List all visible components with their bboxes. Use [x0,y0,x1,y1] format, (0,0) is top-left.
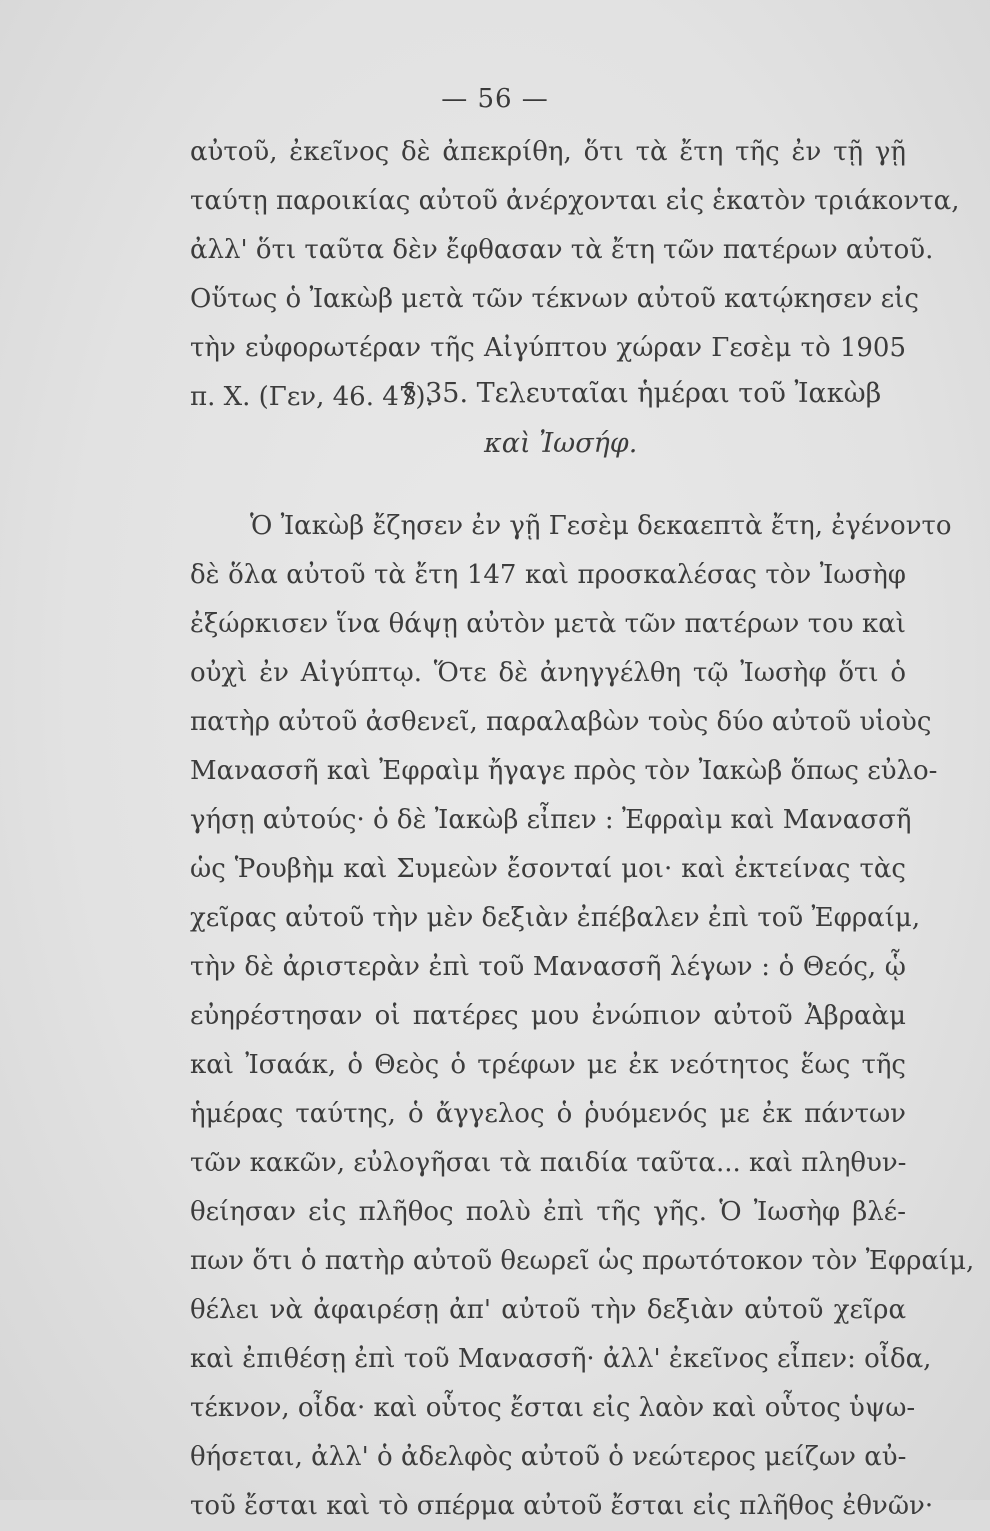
text-line: καὶ Ἰσαάκ, ὁ Θεὸς ὁ τρέφων με ἐκ νεότητος ἕως τῆς [190,1050,906,1080]
section-heading-line-1: § 35. Τελευταῖαι ἡμέραι τοῦ Ἰακὼβ [403,378,882,409]
text-line: τέκνον, οἶδα· καὶ οὗτος ἔσται εἰς λαὸν καὶ οὗτος ὑψω- [190,1393,916,1423]
text-line: αὐτοῦ, ἐκεῖνος δὲ ἀπεκρίθη, ὅτι τὰ ἔτη τῆς ἐν τῇ γῇ [190,137,906,167]
text-line: θείησαν εἰς πλῆθος πολὺ ἐπὶ τῆς γῆς. Ὁ Ἰωσὴφ βλέ- [190,1197,906,1227]
text-line: τοῦ ἔσται καὶ τὸ σπέρμα αὐτοῦ ἔσται εἰς πλῆθος ἐθνῶν· [190,1491,934,1521]
text-line: ἀλλ' ὅτι ταῦτα δὲν ἔφθασαν τὰ ἔτη τῶν πατέρων αὐτοῦ. [190,235,934,265]
text-line: ταύτῃ παροικίας αὐτοῦ ἀνέρχονται εἰς ἑκατὸν τριάκοντα, [190,186,960,216]
text-line: τὴν εὐφορωτέραν τῆς Αἰγύπτου χώραν Γεσὲμ τὸ 1905 [190,333,906,363]
text-line: τῶν κακῶν, εὐλογῆσαι τὰ παιδία ταῦτα... καὶ πληθυν- [190,1148,907,1178]
text-line: ἡμέρας ταύτης, ὁ ἄγγελος ὁ ῥυόμενός με ἐκ πάντων [190,1099,906,1129]
text-line: Μανασσῆ καὶ Ἐφραὶμ ἤγαγε πρὸς τὸν Ἰακὼβ ὅπως εὐλο- [190,756,938,786]
text-line: οὐχὶ ἐν Αἰγύπτῳ. Ὅτε δὲ ἀνηγγέλθη τῷ Ἰωσὴφ ὅτι ὁ [190,658,906,688]
text-line: τὴν δὲ ἀριστερὰν ἐπὶ τοῦ Μανασσῆ λέγων : ὁ Θεός, ᾧ [190,952,906,982]
text-line: ὡς Ῥουβὴμ καὶ Συμεὼν ἔσονταί μοι· καὶ ἐκτείνας τὰς [190,854,906,884]
text-line: χεῖρας αὐτοῦ τὴν μὲν δεξιὰν ἐπέβαλεν ἐπὶ τοῦ Ἐφραίμ, [190,903,921,933]
text-line: πατὴρ αὐτοῦ ἀσθενεῖ, παραλαβὼν τοὺς δύο αὐτοῦ υἱοὺς [190,707,932,737]
text-line: πων ὅτι ὁ πατὴρ αὐτοῦ θεωρεῖ ὡς πρωτότοκον τὸν Ἐφραίμ, [190,1246,975,1276]
page-number: — 56 — [441,84,549,114]
text-line: θέλει νὰ ἀφαιρέσῃ ἀπ' αὐτοῦ τὴν δεξιὰν αὐτοῦ χεῖρα [190,1295,906,1325]
text-line: ἐξώρκισεν ἵνα θάψῃ αὐτὸν μετὰ τῶν πατέρων του καὶ [190,609,906,639]
section-heading-line-2: καὶ Ἰωσήφ. [484,428,638,459]
text-line: Ὁ Ἰακὼβ ἔζησεν ἐν γῇ Γεσὲμ δεκαεπτὰ ἔτη, ἐγένοντο [250,511,952,541]
text-line: εὐηρέστησαν οἱ πατέρες μου ἐνώπιον αὐτοῦ Ἀβραὰμ [190,1001,906,1031]
text-line: Οὕτως ὁ Ἰακὼβ μετὰ τῶν τέκνων αὐτοῦ κατῴκησεν εἰς [190,284,919,314]
paragraph-section-35 [190,502,975,1531]
text-line: δὲ ὅλα αὐτοῦ τὰ ἔτη 147 καὶ προσκαλέσας τὸν Ἰωσὴφ [190,560,906,590]
text-line: π. Χ. (Γεν, 46. 47). [190,382,434,412]
text-line: θήσεται, ἀλλ' ὁ ἀδελφὸς αὐτοῦ ὁ νεώτερος μείζων αὐ- [190,1442,907,1472]
text-line: γήσῃ αὐτούς· ὁ δὲ Ἰακὼβ εἶπεν : Ἐφραὶμ καὶ Μανασσῆ [190,805,912,835]
text-line: καὶ ἐπιθέσῃ ἐπὶ τοῦ Μανασσῆ· ἀλλ' ἐκεῖνος εἶπεν: οἶδα, [190,1344,932,1374]
